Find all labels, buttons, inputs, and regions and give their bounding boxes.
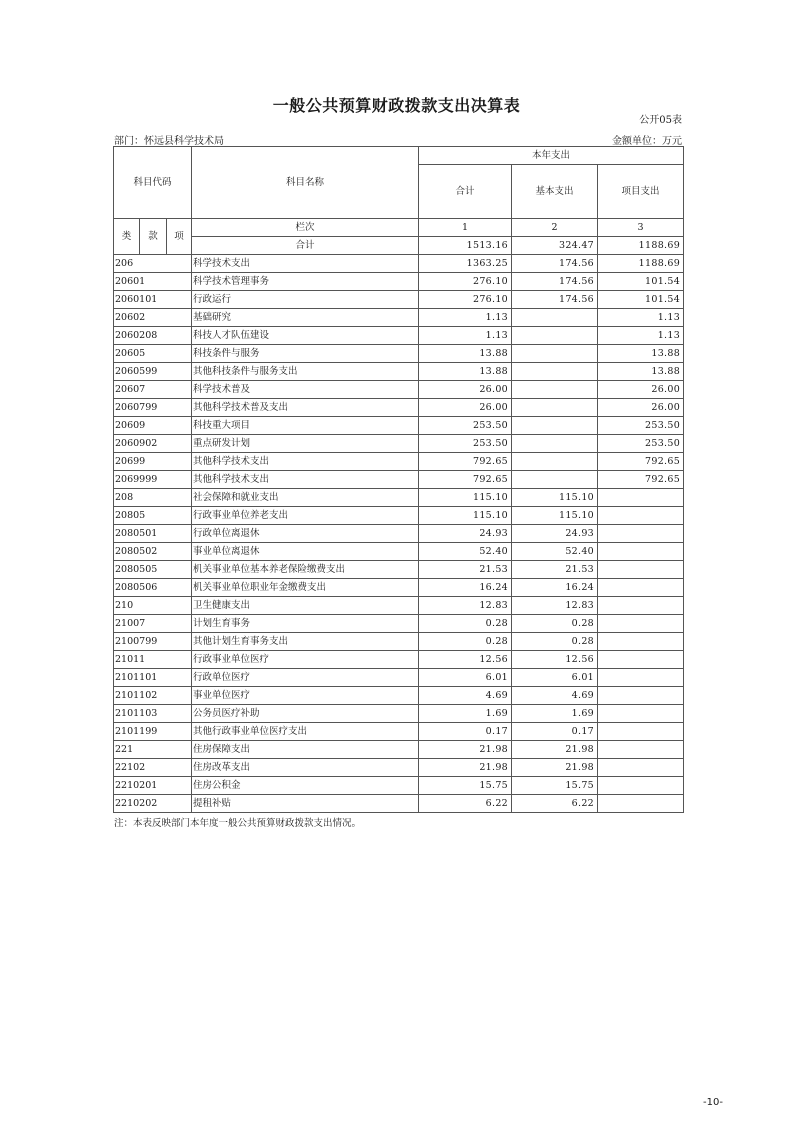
total-row-label: 合计 (192, 237, 419, 255)
table-row (114, 489, 684, 507)
row-project (598, 669, 684, 687)
row-name: 住房改革支出 (192, 759, 419, 777)
row-project (598, 633, 684, 651)
row-total: 6.22 (419, 795, 512, 813)
table-row (114, 345, 684, 363)
row-code: 20601 (114, 273, 192, 291)
row-project (598, 615, 684, 633)
row-basic: 174.56 (512, 273, 598, 291)
row-code: 2210202 (114, 795, 192, 813)
row-project: 26.00 (598, 399, 684, 417)
table-row (114, 759, 684, 777)
row-project (598, 597, 684, 615)
row-code: 21011 (114, 651, 192, 669)
expenditure-table (113, 146, 684, 813)
row-project: 13.88 (598, 345, 684, 363)
row-code: 2080505 (114, 561, 192, 579)
row-name: 行政事业单位养老支出 (192, 507, 419, 525)
row-total: 1363.25 (419, 255, 512, 273)
row-project (598, 507, 684, 525)
table-row (114, 723, 684, 741)
table-row (114, 633, 684, 651)
row-project: 253.50 (598, 435, 684, 453)
row-basic: 115.10 (512, 507, 598, 525)
row-total: 253.50 (419, 417, 512, 435)
row-name: 科技条件与服务 (192, 345, 419, 363)
row-basic (512, 453, 598, 471)
row-total: 1.69 (419, 705, 512, 723)
row-code: 2060799 (114, 399, 192, 417)
row-name: 科技人才队伍建设 (192, 327, 419, 345)
row-code: 2080506 (114, 579, 192, 597)
total-row-project: 1188.69 (598, 237, 684, 255)
row-code: 2101102 (114, 687, 192, 705)
table-row (114, 507, 684, 525)
header-col-3: 3 (598, 219, 684, 237)
header-lei: 类 (114, 219, 140, 255)
row-code: 206 (114, 255, 192, 273)
row-project (598, 795, 684, 813)
row-name: 其他科技条件与服务支出 (192, 363, 419, 381)
row-project (598, 705, 684, 723)
row-basic: 21.98 (512, 741, 598, 759)
row-name: 计划生育事务 (192, 615, 419, 633)
total-row-total: 1513.16 (419, 237, 512, 255)
row-project (598, 579, 684, 597)
table-body (114, 255, 684, 813)
header-col-2: 2 (512, 219, 598, 237)
row-code: 221 (114, 741, 192, 759)
header-project: 项目支出 (598, 165, 684, 219)
row-project (598, 543, 684, 561)
row-name: 住房保障支出 (192, 741, 419, 759)
table-row (114, 417, 684, 435)
row-code: 2210201 (114, 777, 192, 795)
row-code: 20805 (114, 507, 192, 525)
row-code: 20609 (114, 417, 192, 435)
table-row (114, 597, 684, 615)
row-basic (512, 417, 598, 435)
row-name: 事业单位离退休 (192, 543, 419, 561)
row-basic (512, 471, 598, 489)
row-project (598, 561, 684, 579)
row-project (598, 687, 684, 705)
row-basic: 6.22 (512, 795, 598, 813)
row-total: 13.88 (419, 363, 512, 381)
row-name: 事业单位医疗 (192, 687, 419, 705)
row-project: 101.54 (598, 291, 684, 309)
table-row (114, 435, 684, 453)
row-code: 2080502 (114, 543, 192, 561)
row-basic: 115.10 (512, 489, 598, 507)
row-basic (512, 345, 598, 363)
table-row (114, 381, 684, 399)
table-row (114, 291, 684, 309)
form-number: 公开05表 (639, 115, 682, 126)
table-row (114, 471, 684, 489)
row-total: 276.10 (419, 273, 512, 291)
row-total: 792.65 (419, 471, 512, 489)
row-basic: 15.75 (512, 777, 598, 795)
table-row (114, 525, 684, 543)
row-project: 792.65 (598, 471, 684, 489)
row-total: 0.28 (419, 633, 512, 651)
table-row (114, 579, 684, 597)
header-current-year: 本年支出 (419, 147, 684, 165)
row-total: 15.75 (419, 777, 512, 795)
row-code: 2060902 (114, 435, 192, 453)
row-basic: 24.93 (512, 525, 598, 543)
row-basic (512, 435, 598, 453)
row-total: 21.53 (419, 561, 512, 579)
row-code: 20607 (114, 381, 192, 399)
row-basic (512, 309, 598, 327)
table-note: 注：本表反映部门本年度一般公共预算财政拨款支出情况。 (114, 818, 362, 829)
row-name: 其他计划生育事务支出 (192, 633, 419, 651)
row-project: 1.13 (598, 309, 684, 327)
table-row (114, 651, 684, 669)
header-col-1: 1 (419, 219, 512, 237)
row-name: 住房公积金 (192, 777, 419, 795)
row-code: 2069999 (114, 471, 192, 489)
page-title: 一般公共预算财政拨款支出决算表 (272, 96, 521, 115)
row-total: 24.93 (419, 525, 512, 543)
row-basic: 12.83 (512, 597, 598, 615)
table-row (114, 687, 684, 705)
row-code: 208 (114, 489, 192, 507)
row-name: 基础研究 (192, 309, 419, 327)
row-code: 2101101 (114, 669, 192, 687)
row-code: 20605 (114, 345, 192, 363)
table-row (114, 777, 684, 795)
row-name: 其他科学技术支出 (192, 453, 419, 471)
row-project: 26.00 (598, 381, 684, 399)
row-total: 21.98 (419, 741, 512, 759)
table-row (114, 669, 684, 687)
row-total: 0.28 (419, 615, 512, 633)
row-name: 行政事业单位医疗 (192, 651, 419, 669)
row-name: 其他科学技术普及支出 (192, 399, 419, 417)
row-total: 12.56 (419, 651, 512, 669)
row-total: 13.88 (419, 345, 512, 363)
row-total: 26.00 (419, 399, 512, 417)
header-basic: 基本支出 (512, 165, 598, 219)
row-code: 2060599 (114, 363, 192, 381)
row-total: 0.17 (419, 723, 512, 741)
table-row (114, 705, 684, 723)
row-project: 13.88 (598, 363, 684, 381)
row-name: 科技重大项目 (192, 417, 419, 435)
row-project (598, 759, 684, 777)
header-kuan: 款 (140, 219, 167, 255)
total-row-basic: 324.47 (512, 237, 598, 255)
row-basic: 174.56 (512, 255, 598, 273)
table-row (114, 561, 684, 579)
row-total: 6.01 (419, 669, 512, 687)
row-total: 253.50 (419, 435, 512, 453)
table-row (114, 273, 684, 291)
table-row (114, 795, 684, 813)
row-basic: 0.17 (512, 723, 598, 741)
row-project: 101.54 (598, 273, 684, 291)
row-name: 行政单位离退休 (192, 525, 419, 543)
table-row (114, 399, 684, 417)
row-name: 机关事业单位职业年金缴费支出 (192, 579, 419, 597)
row-project (598, 723, 684, 741)
header-total: 合计 (419, 165, 512, 219)
row-basic (512, 399, 598, 417)
row-total: 115.10 (419, 489, 512, 507)
row-project (598, 741, 684, 759)
row-total: 1.13 (419, 327, 512, 345)
row-code: 21007 (114, 615, 192, 633)
total-row (114, 237, 684, 255)
row-basic: 0.28 (512, 615, 598, 633)
row-code: 2060101 (114, 291, 192, 309)
row-total: 12.83 (419, 597, 512, 615)
row-code: 22102 (114, 759, 192, 777)
row-basic: 4.69 (512, 687, 598, 705)
page-number: -10- (703, 1097, 723, 1108)
row-code: 2060208 (114, 327, 192, 345)
row-code: 2080501 (114, 525, 192, 543)
row-basic: 0.28 (512, 633, 598, 651)
row-name: 行政运行 (192, 291, 419, 309)
table-row (114, 543, 684, 561)
row-code: 20699 (114, 453, 192, 471)
table-row (114, 363, 684, 381)
row-name: 科学技术支出 (192, 255, 419, 273)
table-header (114, 147, 684, 255)
row-basic: 6.01 (512, 669, 598, 687)
row-code: 2101199 (114, 723, 192, 741)
row-basic: 174.56 (512, 291, 598, 309)
row-name: 机关事业单位基本养老保险缴费支出 (192, 561, 419, 579)
row-basic (512, 327, 598, 345)
row-name: 科学技术管理事务 (192, 273, 419, 291)
row-total: 21.98 (419, 759, 512, 777)
row-code: 20602 (114, 309, 192, 327)
table-row (114, 309, 684, 327)
table-row (114, 327, 684, 345)
row-basic: 16.24 (512, 579, 598, 597)
row-basic: 1.69 (512, 705, 598, 723)
row-basic: 21.53 (512, 561, 598, 579)
row-name: 提租补贴 (192, 795, 419, 813)
row-total: 276.10 (419, 291, 512, 309)
row-name: 行政单位医疗 (192, 669, 419, 687)
row-project: 253.50 (598, 417, 684, 435)
row-total: 26.00 (419, 381, 512, 399)
department-label: 部门：怀远县科学技术局 (114, 136, 224, 147)
header-name: 科目名称 (192, 147, 419, 219)
table-row (114, 453, 684, 471)
row-project (598, 489, 684, 507)
row-basic: 21.98 (512, 759, 598, 777)
header-code: 科目代码 (114, 147, 192, 219)
amount-unit-label: 金额单位：万元 (612, 136, 682, 147)
row-project: 1.13 (598, 327, 684, 345)
row-project: 792.65 (598, 453, 684, 471)
row-name: 重点研发计划 (192, 435, 419, 453)
row-total: 115.10 (419, 507, 512, 525)
row-code: 210 (114, 597, 192, 615)
header-column-index: 栏次 (192, 219, 419, 237)
row-name: 其他科学技术支出 (192, 471, 419, 489)
header-xiang: 项 (167, 219, 192, 255)
row-name: 社会保障和就业支出 (192, 489, 419, 507)
row-basic: 52.40 (512, 543, 598, 561)
row-code: 2101103 (114, 705, 192, 723)
table-row (114, 255, 684, 273)
row-basic (512, 381, 598, 399)
row-total: 52.40 (419, 543, 512, 561)
row-name: 卫生健康支出 (192, 597, 419, 615)
row-project: 1188.69 (598, 255, 684, 273)
row-total: 4.69 (419, 687, 512, 705)
row-code: 2100799 (114, 633, 192, 651)
row-total: 16.24 (419, 579, 512, 597)
row-project (598, 651, 684, 669)
row-basic (512, 363, 598, 381)
row-project (598, 525, 684, 543)
table-row (114, 741, 684, 759)
row-project (598, 777, 684, 795)
row-name: 其他行政事业单位医疗支出 (192, 723, 419, 741)
row-total: 792.65 (419, 453, 512, 471)
row-total: 1.13 (419, 309, 512, 327)
row-name: 科学技术普及 (192, 381, 419, 399)
table-row (114, 615, 684, 633)
row-basic: 12.56 (512, 651, 598, 669)
row-name: 公务员医疗补助 (192, 705, 419, 723)
